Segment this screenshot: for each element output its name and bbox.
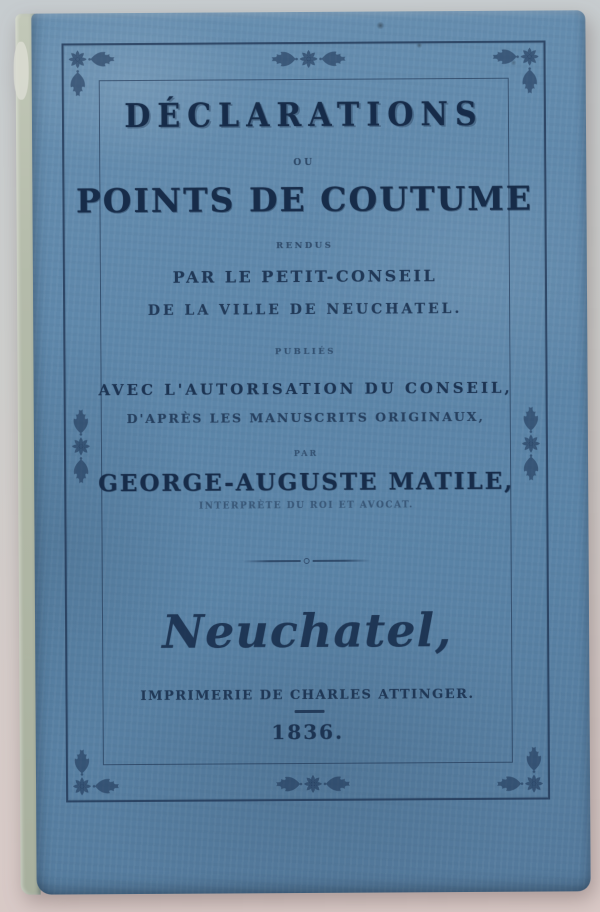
short-rule-icon <box>295 710 325 713</box>
divider-left-segment <box>243 560 301 562</box>
title-line-declarations: DÉCLARATIONS <box>124 95 484 136</box>
book <box>15 10 590 894</box>
book-front-cover <box>31 10 590 894</box>
imprint-printer: IMPRIMERIE DE CHARLES ATTINGER. <box>140 686 475 704</box>
title-line-points-de-coutume: POINTS DE COUTUME <box>75 178 534 221</box>
author-name: GEORGE-AUGUSTE MATILE, <box>98 467 515 498</box>
issuer-line-petit-conseil: PAR LE PETIT-CONSEIL <box>172 266 438 287</box>
title-connector-ou: OU <box>293 157 316 169</box>
fleuron-icon <box>258 770 368 799</box>
worn-corner-chip <box>13 42 28 100</box>
authorization-line1: AVEC L'AUTORISATION DU CONSEIL, <box>98 378 513 400</box>
author-title: INTERPRÈTE DU ROI ET AVOCAT. <box>198 500 414 512</box>
divider-center-dot <box>304 558 310 564</box>
subtitle-rendus: RENDUS <box>276 240 334 252</box>
issuer-line-ville-de-neuchatel: DE LA VILLE DE NEUCHATEL. <box>147 301 463 319</box>
divider-right-segment <box>313 560 371 562</box>
byline-par: PAR <box>293 447 319 459</box>
imprint-city: Neuchatel, <box>161 603 453 659</box>
subtitle-publies: PUBLIÉS <box>274 346 336 358</box>
imprint-year: 1836. <box>271 719 345 745</box>
authorization-line2: D'APRÈS LES MANUSCRITS ORIGINAUX, <box>126 408 485 427</box>
fleuron-icon <box>254 45 364 74</box>
